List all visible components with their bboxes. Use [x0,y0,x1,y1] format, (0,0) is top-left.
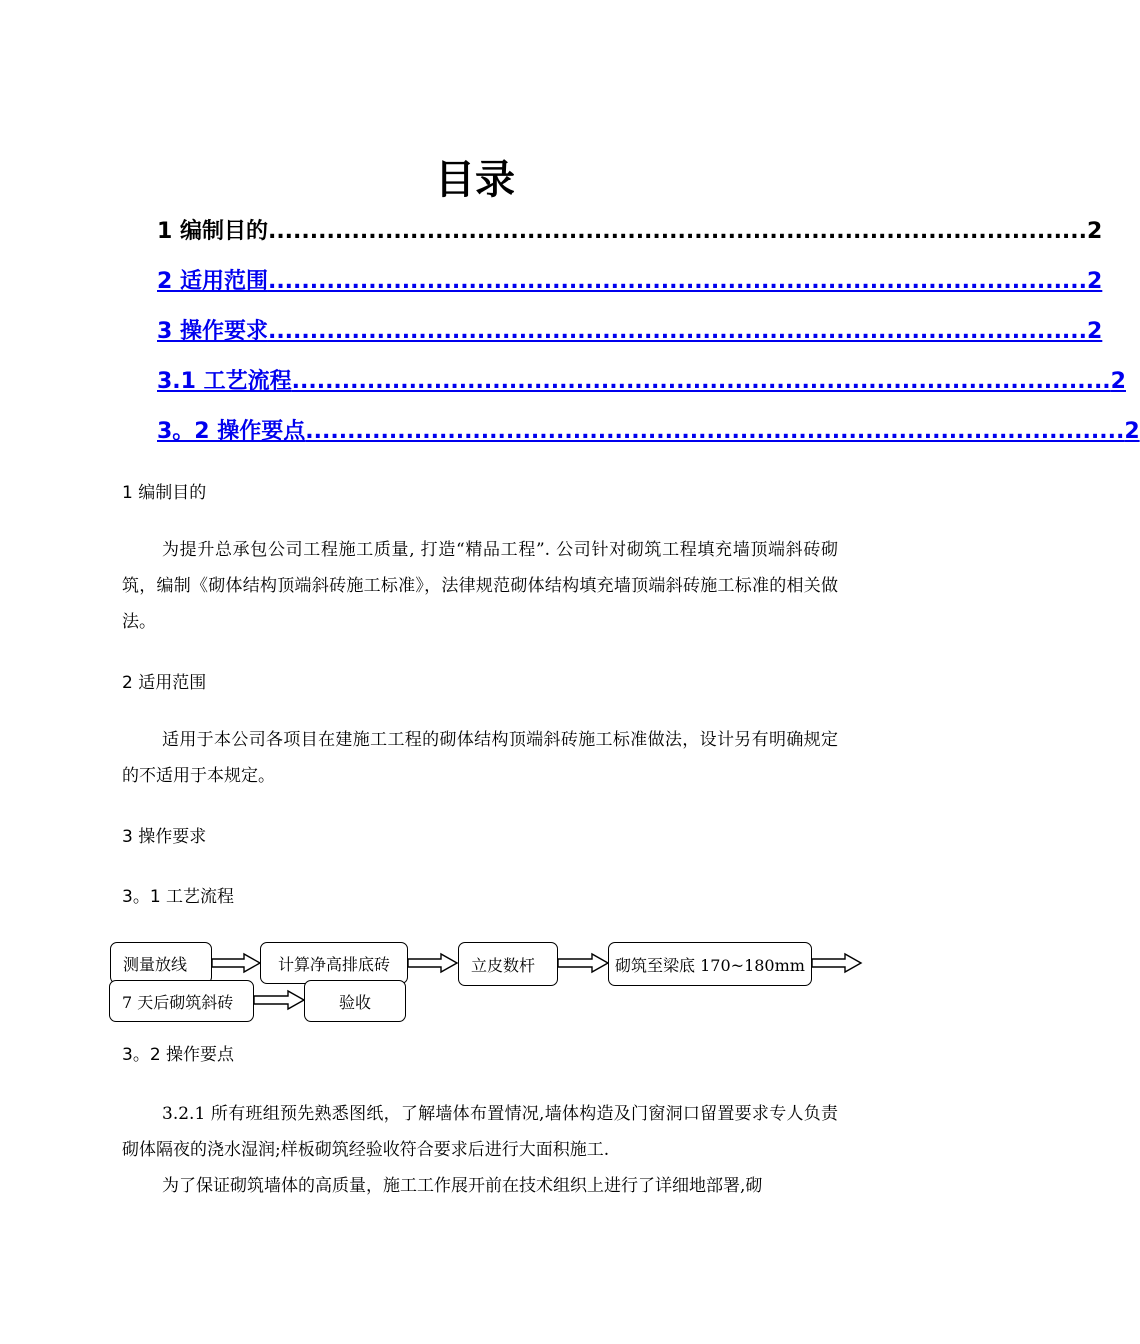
toc-label: 2 适用范围 [157,269,268,294]
toc-leader: .................................................................................................. [267,219,1087,244]
flow-step-build-to-beam: 砌筑至梁底 170~180mm [608,942,812,986]
section-1-paragraph: 为提升总承包公司工程施工质量, 打造“精品工程”. 公司针对砌筑工程填充墙顶端斜砖砌筑，编制《砌体结构顶端斜砖施工标准》，法律规范砌体结构填充墙顶端斜砖施工标准的相关做法。 [122,540,838,632]
toc-leader: .................................................................................................. [267,269,1087,294]
arrow-2 [408,954,457,972]
section-3-2-paragraph: 为了保证砌筑墙体的高质量，施工工作展开前在技术组织上进行了详细地部署,砌 [162,1176,763,1196]
toc-page-number: 2 [1087,269,1103,294]
page-title: 目录 [435,157,515,203]
toc-entry-3[interactable] [157,314,1103,346]
toc-label: 1 编制目的 [157,219,268,244]
toc-label: 3。2 操作要点 [157,419,306,444]
flow-step-pole: 立皮数杆 [458,942,558,986]
arrow-1 [212,954,260,972]
toc-leader: .................................................................................................. [305,419,1125,444]
section-3-2-1-paragraph: 3.2.1 所有班组预先熟悉图纸，了解墙体布置情况,墙体构造及门窗洞口留置要求专人负责砌体隔夜的浇水湿润;样板砌筑经验收符合要求后进行大面积施工. [122,1104,838,1160]
section-heading-2: 2 适用范围 [122,673,207,693]
section-heading-3-2: 3。2 操作要点 [122,1045,235,1065]
section-heading-1: 1 编制目的 [122,483,207,503]
toc-entry-2[interactable] [157,264,1103,296]
toc-entry-3-2[interactable] [157,414,1140,446]
section-heading-3-1: 3。1 工艺流程 [122,887,235,907]
toc-page-number: 2 [1087,219,1103,244]
flow-step-calc-height: 计算净高排底砖 [260,942,408,984]
toc-page-number: 2 [1110,369,1126,394]
toc-entry-1[interactable] [157,214,1103,246]
toc-page-number: 2 [1124,419,1140,444]
toc-entry-3-1[interactable] [157,364,1126,396]
toc-leader: .................................................................................................. [267,319,1087,344]
toc-leader: .................................................................................................. [291,369,1111,394]
toc-label: 3 操作要求 [157,319,268,344]
flow-step-slanted-brick: 7 天后砌筑斜砖 [109,980,254,1022]
section-heading-3: 3 操作要求 [122,827,207,847]
section-2-paragraph: 适用于本公司各项目在建施工工程的砌体结构顶端斜砖施工标准做法，设计另有明确规定的不适用于本规定。 [122,730,838,786]
toc-label: 3.1 工艺流程 [157,369,292,394]
arrow-5 [254,991,304,1009]
arrow-4 [812,954,861,972]
flow-step-survey: 测量放线 [110,942,212,984]
flow-step-acceptance: 验收 [304,980,406,1022]
toc-page-number: 2 [1087,319,1103,344]
arrow-3 [558,954,608,972]
